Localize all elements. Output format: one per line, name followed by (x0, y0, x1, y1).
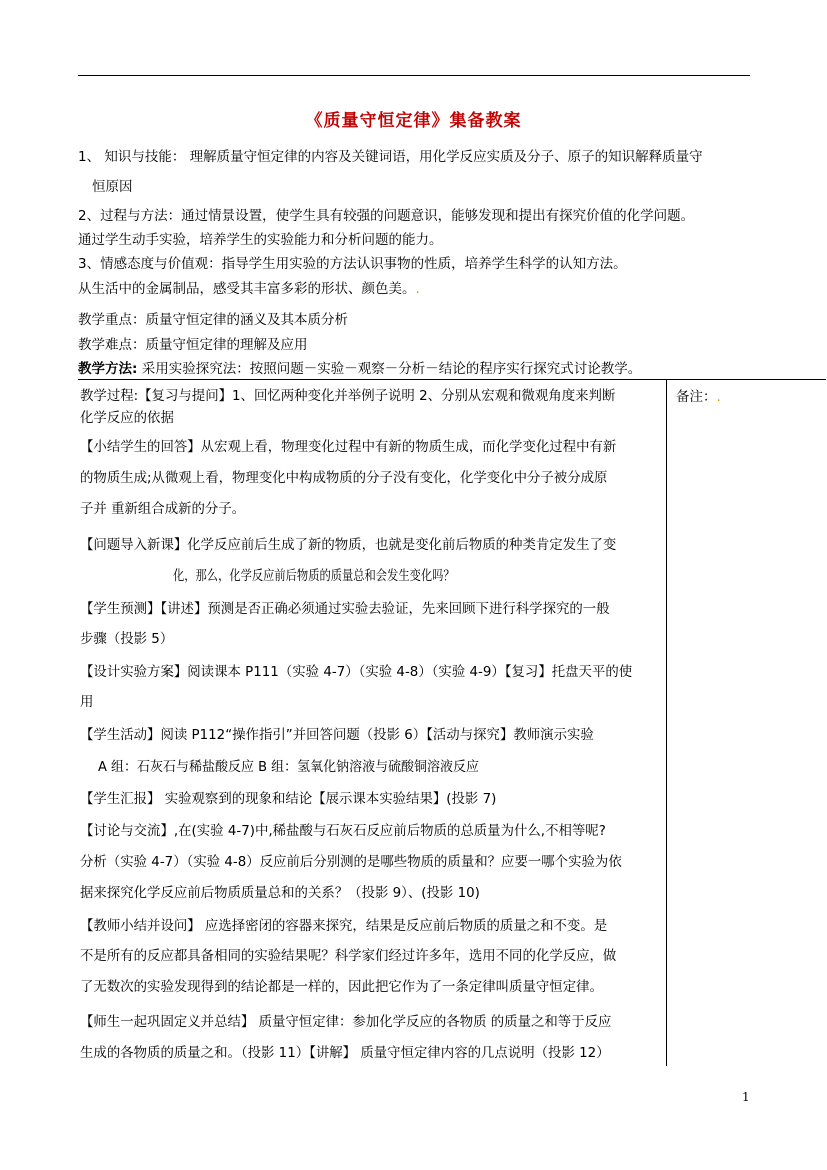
process-line: 化学反应的依据 (80, 410, 174, 426)
process-line: 【师生一起巩固定义并总结】 质量守恒定律：参加化学反应的各物质 的质量之和等于反应 (80, 1014, 612, 1030)
key-point: 教学重点：质量守恒定律的涵义及其本质分析 (78, 312, 348, 328)
objective-process-line2: 通过学生动手实验，培养学生的实验能力和分析问题的能力。 (78, 232, 443, 248)
process-line: 【学生活动】阅读 P112“操作指引”并回答问题（投影 6）【活动与探究】教师演示实验 (80, 727, 594, 743)
process-line: 【学生预测】【讲述】预测是否正确必须通过实验去验证，先来回顾下进行科学探究的一般 (80, 601, 610, 617)
teaching-method: 教学方法: 采用实验探究法：按照问题－实验－观察－分析－结论的程序实行探究式讨论教学。 (78, 361, 642, 377)
process-line: 步骤（投影 5） (80, 631, 174, 647)
process-line: 化，那么，化学反应前后物质的质量总和会发生变化吗？ (173, 568, 455, 584)
objective-process-line1: 2、过程与方法：通过情景设置，使学生具有较强的问题意识，能够发现和提出有探究价值的化学问题。 (78, 208, 695, 224)
process-line: 了无数次的实验发现得到的结论都是一样的，因此把它作为了一条定律叫质量守恒定律。 (80, 979, 603, 995)
objective-attitude-line1: 3、情感态度与价值观：指导学生用实验的方法认识事物的性质，培养学生科学的认知方法。 (78, 256, 627, 272)
process-line: 不是所有的反应都具备相同的实验结果呢？科学家们经过许多年，选用不同的化学反应，做 (80, 948, 617, 964)
page-number: 1 (742, 1090, 750, 1104)
header-rule (78, 75, 750, 76)
difficulty: 教学难点：质量守恒定律的理解及应用 (78, 337, 308, 353)
process-line: 【小结学生的回答】从宏观上看，物理变化过程中有新的物质生成，而化学变化过程中有新 (80, 439, 617, 455)
process-line: 的物质生成;从微观上看，物理变化中构成物质的分子没有变化，化学变化中分子被分成原 (80, 470, 608, 486)
page-title: 《质量守恒定律》集备教案 (305, 111, 522, 131)
process-line: 子并 重新组合成新的分子。 (80, 501, 246, 517)
process-line: 教学过程:【复习与提问】1、回忆两种变化并举例子说明 2、分别从宏观和微观角度来判断 (80, 388, 616, 404)
process-line: 生成的各物质的质量之和。（投影 11）【讲解】 质量守恒定律内容的几点说明（投影 12） (80, 1045, 610, 1061)
process-line: A 组：石灰石与稀盐酸反应 B 组：氢氧化钠溶液与硫酸铜溶液反应 (98, 759, 480, 775)
process-line: 【设计实验方案】阅读课本 P111（实验 4-7）（实验 4-8）（实验 4-9）【复习】托盘天平的使 (80, 664, 633, 680)
process-line: 【学生汇报】 实验观察到的现象和结论【展示课本实验结果】(投影 7) (80, 791, 497, 807)
mark-dot: . (415, 281, 420, 297)
table-column-divider (666, 379, 667, 1066)
mark-dot: . (716, 389, 721, 405)
process-line: 据来探究化学反应前后物质质量总和的关系？（投影 9）、(投影 10) (80, 885, 480, 901)
table-top-border (78, 379, 826, 380)
process-line: 分析（实验 4-7）（实验 4-8）反应前后分别测的是哪些物质的质量和？应要一哪个实验为依 (80, 854, 622, 870)
process-line: 【教师小结并设问】 应选择密闭的容器来探究，结果是反应前后物质的质量之和不变。是 (80, 918, 608, 934)
note-label: 备注：. (676, 389, 721, 405)
objective-attitude-line2: 从生活中的金属制品，感受其丰富多彩的形状、颜色美。. (78, 281, 420, 297)
process-line: 【问题导入新课】化学反应前后生成了新的物质，也就是变化前后物质的种类肯定发生了变 (80, 537, 617, 553)
process-line: 【讨论与交流】,在(实验 4-7)中,稀盐酸与石灰石反应前后物质的总质量为什么,不相等呢? (80, 823, 606, 839)
process-line: 用 (80, 694, 94, 710)
objective-knowledge-line2: 恒原因 (92, 179, 133, 195)
objective-knowledge-line1: 1、 知识与技能： 理解质量守恒定律的内容及关键词语，用化学反应实质及分子、原子的知识解释质量守 (78, 149, 703, 165)
